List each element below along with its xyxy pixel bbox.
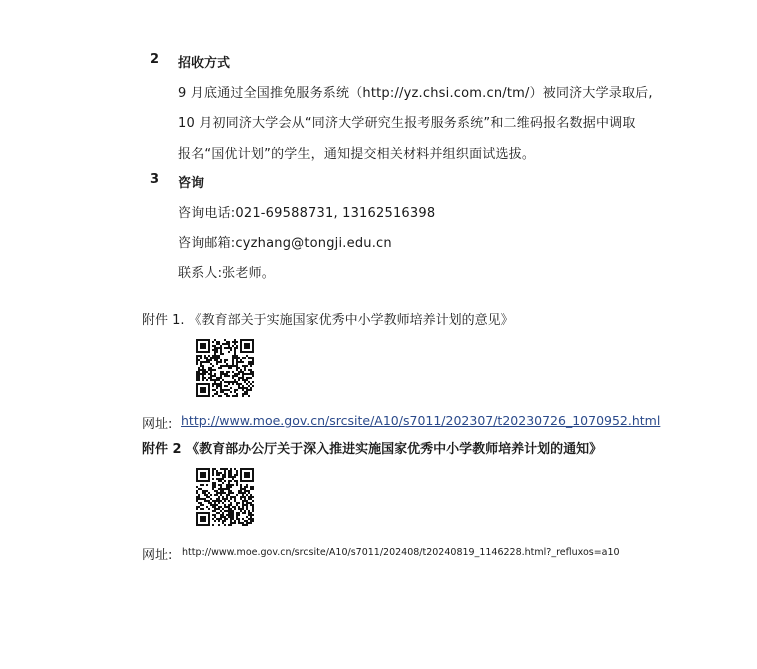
section-2-number: 2 — [150, 52, 160, 67]
annex-1-url-link[interactable]: http://www.moe.gov.cn/srcsite/A10/s7011/202307/t20230726_1070952.html — [181, 413, 661, 428]
section-2-title: 招收方式 — [178, 56, 231, 71]
section-2-line-2: 10 月初同济大学会从“同济大学研究生报考服务系统”和二维码报名数据中调取 — [178, 116, 636, 131]
annex-2-url[interactable]: http://www.moe.gov.cn/srcsite/A10/s7011/202408/t20240819_1146228.html?_refluxos=a10 — [182, 547, 620, 558]
section-2-line-3: 报名“国优计划”的学生，通知提交相关材料并组织面试选拔。 — [178, 147, 536, 162]
qr-code-icon — [196, 468, 254, 526]
annex-2-url-label: 网址: — [142, 548, 173, 563]
section-3-title: 咨询 — [178, 176, 205, 191]
section-2-line-1: 9 月底通过全国推免服务系统（http://yz.chsi.com.cn/tm/）被同济大学录取后, — [178, 86, 653, 101]
annex-1-url-label: 网址: — [142, 417, 173, 432]
consult-phone: 咨询电话:021-69588731, 13162516398 — [178, 206, 436, 221]
consult-contact: 联系人:张老师。 — [178, 266, 275, 281]
consult-email: 咨询邮箱:cyzhang@tongji.edu.cn — [178, 236, 392, 251]
section-3-number: 3 — [150, 172, 160, 187]
annex-1-title: 附件 1. 《教育部关于实施国家优秀中小学教师培养计划的意见》 — [142, 313, 514, 328]
annex-2-title: 附件 2 《教育部办公厅关于深入推进实施国家优秀中小学教师培养计划的通知》 — [142, 442, 603, 457]
qr-code-icon — [196, 339, 254, 397]
